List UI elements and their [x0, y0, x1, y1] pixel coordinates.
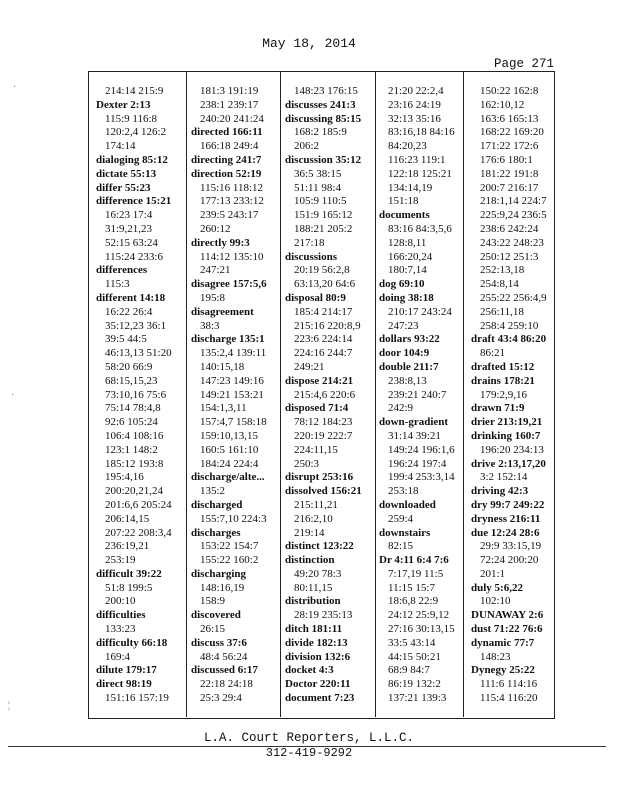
index-citation: 82:15 [388, 540, 414, 553]
index-term: dryness 216:11 [471, 512, 541, 525]
index-term: disposed 71:4 [285, 402, 349, 415]
index-citation: 24:12 25:9,12 [388, 609, 450, 622]
index-citation: 133:23 [105, 623, 136, 636]
index-citation: 210:17 243:24 [388, 305, 452, 318]
index-term: drains 178:21 [471, 374, 535, 387]
index-citation: 177:13 233:12 [200, 195, 264, 208]
index-citation: 250:3 [294, 457, 320, 470]
index-term: different 14:18 [96, 291, 166, 304]
index-term: difficult 39:22 [96, 567, 162, 580]
index-term: dynamic 77:7 [471, 636, 535, 649]
index-citation: 238:8,13 [388, 374, 427, 387]
index-citation: 58:20 66:9 [105, 360, 153, 373]
index-citation: 155:7,10 224:3 [200, 512, 267, 525]
index-citation: 111:6 114:16 [480, 678, 538, 691]
index-citation: 215:11,21 [294, 498, 338, 511]
index-citation: 51:11 98:4 [294, 181, 341, 194]
index-term: divide 182:13 [285, 636, 348, 649]
index-citation: 115:9 116:8 [105, 112, 158, 125]
index-citation: 195:8 [200, 291, 226, 304]
index-term: DUNAWAY 2:6 [471, 609, 544, 622]
index-citation: 160:5 161:10 [200, 443, 259, 456]
index-citation: 29:9 33:15,19 [480, 540, 542, 553]
index-term: drafted 15:12 [471, 360, 535, 373]
column-divider [375, 72, 376, 717]
index-citation: 48:4 56:24 [200, 650, 248, 663]
index-citation: 224:16 244:7 [294, 347, 353, 360]
index-citation: 134:14,19 [388, 181, 433, 194]
index-citation: 243:22 248:23 [480, 236, 544, 249]
index-term: distribution [285, 595, 341, 608]
index-citation: 218:1,14 224:7 [480, 195, 547, 208]
index-citation: 159:10,13,15 [200, 429, 259, 442]
index-term: Doctor 220:11 [285, 678, 351, 691]
index-citation: 128:8,11 [388, 236, 427, 249]
index-term: downloaded [379, 498, 436, 511]
index-citation: 147:23 149:16 [200, 374, 264, 387]
index-column-3 [285, 85, 362, 710]
index-citation: 171:22 172:6 [480, 140, 539, 153]
index-citation: 33:5 43:14 [388, 636, 436, 649]
index-term: disposal 80:9 [285, 291, 346, 304]
index-citation: 46:13,13 51:20 [105, 347, 172, 360]
index-citation: 181:22 191:8 [480, 167, 539, 180]
index-citation: 39:5 44:5 [105, 333, 147, 346]
index-term: docket 4:3 [285, 664, 334, 677]
index-citation: 179:2,9,16 [480, 388, 528, 401]
index-citation: 201:1 [480, 567, 506, 580]
index-citation: 214:14 215:9 [105, 85, 164, 97]
index-term: documents [379, 209, 430, 222]
index-term: dictate 55:13 [96, 167, 157, 180]
index-term: distinct 123:22 [285, 540, 354, 553]
index-citation: 83:16,18 84:16 [388, 126, 455, 139]
index-citation: 106:4 108:16 [105, 429, 164, 442]
index-term: duly 5:6,22 [471, 581, 523, 594]
index-citation: 252:13,18 [480, 264, 525, 277]
index-citation: 181:3 191:19 [200, 85, 259, 97]
scan-speck: ¦ [8, 700, 11, 711]
index-citation: 201:6,6 205:24 [105, 498, 172, 511]
index-term: door 104:9 [379, 347, 430, 360]
index-term: division 132:6 [285, 650, 351, 663]
scan-speck: · [11, 390, 15, 401]
index-citation: 206:2 [294, 140, 320, 153]
index-term: dust 71:22 76:6 [471, 623, 543, 636]
index-citation: 206:14,15 [105, 512, 150, 525]
index-citation: 7:17,19 11:5 [388, 567, 444, 580]
index-citation: 3:2 152:14 [480, 471, 528, 484]
index-citation: 176:6 180:1 [480, 153, 533, 166]
index-citation: 120:2,4 126:2 [105, 126, 167, 139]
index-citation: 86:21 [480, 347, 506, 360]
index-term: Dr 4:11 6:4 7:6 [379, 554, 449, 567]
index-citation: 140:15,18 [200, 360, 245, 373]
index-citation: 200:20,21,24 [105, 485, 164, 498]
index-citation: 16:23 17:4 [105, 209, 153, 222]
scan-speck: · [13, 82, 17, 93]
index-term: doing 38:18 [379, 291, 434, 304]
index-term: direct 98:19 [96, 678, 152, 691]
index-term: directed 166:11 [191, 126, 263, 139]
index-citation: 223:6 224:14 [294, 333, 353, 346]
index-term: discusses 241:3 [285, 98, 356, 111]
index-citation: 25:3 29:4 [200, 692, 242, 705]
index-citation: 49:20 78:3 [294, 567, 342, 580]
index-citation: 22:18 24:18 [200, 678, 253, 691]
index-citation: 238:1 239:17 [200, 98, 259, 111]
index-term: dispose 214:21 [285, 374, 354, 387]
index-citation: 105:9 110:5 [294, 195, 347, 208]
index-term: Dexter 2:13 [96, 98, 151, 111]
index-citation: 240:20 241:24 [200, 112, 264, 125]
index-citation: 219:14 [294, 526, 325, 539]
index-citation: 92:6 105:24 [105, 416, 158, 429]
index-term: drier 213:19,21 [471, 416, 543, 429]
index-term: dollars 93:22 [379, 333, 440, 346]
index-term: direction 52:19 [191, 167, 262, 180]
index-citation: 196:24 197:4 [388, 457, 447, 470]
index-term: discussions [285, 250, 337, 263]
index-citation: 151:18 [388, 195, 419, 208]
index-citation: 225:9,24 236:5 [480, 209, 547, 222]
index-citation: 247:23 [388, 319, 419, 332]
index-citation: 154:1,3,11 [200, 402, 247, 415]
index-citation: 27:16 30:13,15 [388, 623, 455, 636]
index-citation: 188:21 205:2 [294, 222, 353, 235]
index-citation: 44:15 50:21 [388, 650, 441, 663]
index-citation: 166:20,24 [388, 250, 433, 263]
index-citation: 137:21 139:3 [388, 692, 447, 705]
index-term: dry 99:7 249:22 [471, 498, 545, 511]
index-citation: 180:7,14 [388, 264, 427, 277]
index-citation: 166:18 249:4 [200, 140, 259, 153]
index-citation: 217:18 [294, 236, 325, 249]
index-term: drinking 160:7 [471, 429, 541, 442]
index-citation: 256:11,18 [480, 305, 524, 318]
index-citation: 36:5 38:15 [294, 167, 342, 180]
index-citation: 31:14 39:21 [388, 429, 441, 442]
index-citation: 155:22 160:2 [200, 554, 259, 567]
index-citation: 123:1 148:2 [105, 443, 158, 456]
index-term: distinction [285, 554, 335, 567]
index-citation: 242:9 [388, 402, 414, 415]
index-citation: 254:8,14 [480, 278, 519, 291]
index-citation: 148:16,19 [200, 581, 245, 594]
index-term: drive 2:13,17,20 [471, 457, 546, 470]
index-citation: 200:10 [105, 595, 136, 608]
index-term: dissolved 156:21 [285, 485, 362, 498]
index-citation: 84:20,23 [388, 140, 427, 153]
index-citation: 220:19 222:7 [294, 429, 353, 442]
index-citation: 258:4 259:10 [480, 319, 539, 332]
index-citation: 196:20 234:13 [480, 443, 544, 456]
index-citation: 239:5 243:17 [200, 209, 259, 222]
index-citation: 168:2 185:9 [294, 126, 347, 139]
index-citation: 253:19 [105, 554, 136, 567]
index-citation: 16:22 26:4 [105, 305, 153, 318]
index-term: differ 55:23 [96, 181, 151, 194]
index-citation: 20:19 56:2,8 [294, 264, 350, 277]
index-citation: 68:9 84:7 [388, 664, 430, 677]
index-term: discussion 35:12 [285, 153, 362, 166]
index-citation: 73:10,16 75:6 [105, 388, 167, 401]
index-citation: 247:21 [200, 264, 231, 277]
index-citation: 158:9 [200, 595, 226, 608]
index-citation: 260:12 [200, 222, 231, 235]
index-citation: 63:13,20 64:6 [294, 278, 356, 291]
index-citation: 151:16 157:19 [105, 692, 169, 705]
index-term: discharge 135:1 [191, 333, 265, 346]
index-term: dog 69:10 [379, 278, 425, 291]
index-citation: 151:9 165:12 [294, 209, 353, 222]
index-term: differences [96, 264, 148, 277]
index-citation: 102:10 [480, 595, 511, 608]
index-citation: 215:4,6 220:6 [294, 388, 356, 401]
index-column-2 [191, 85, 267, 710]
index-column-4 [379, 85, 455, 710]
index-term: disrupt 253:16 [285, 471, 354, 484]
index-citation: 236:19,21 [105, 540, 150, 553]
index-citation: 114:12 135:10 [200, 250, 264, 263]
index-term: downstairs [379, 526, 431, 539]
index-column-5 [471, 85, 547, 710]
court-reporter-name: L.A. Court Reporters, L.L.C. [203, 731, 415, 745]
index-term: down-gradient [379, 416, 449, 429]
index-term: discussing 85:15 [285, 112, 362, 125]
index-citation: 149:21 153:21 [200, 388, 264, 401]
index-citation: 80:11,15 [294, 581, 333, 594]
index-citation: 72:24 200:20 [480, 554, 539, 567]
index-citation: 68:15,15,23 [105, 374, 158, 387]
index-citation: 23:16 24:19 [388, 98, 441, 111]
index-term: dialoging 85:12 [96, 153, 168, 166]
index-column-1 [96, 85, 172, 710]
index-citation: 28:19 235:13 [294, 609, 353, 622]
index-term: drawn 71:9 [471, 402, 525, 415]
index-term: dilute 179:17 [96, 664, 157, 677]
index-citation: 249:21 [294, 360, 325, 373]
index-citation: 75:14 78:4,8 [105, 402, 161, 415]
index-citation: 35:12,23 36:1 [105, 319, 167, 332]
column-divider [280, 72, 281, 717]
index-term: document 7:23 [285, 692, 355, 705]
index-citation: 78:12 184:23 [294, 416, 353, 429]
index-citation: 31:9,21,23 [105, 222, 153, 235]
index-citation: 195:4,16 [105, 471, 144, 484]
index-citation: 38:3 [200, 319, 220, 332]
index-citation: 116:23 119:1 [388, 153, 446, 166]
index-citation: 207:22 208:3,4 [105, 526, 172, 539]
index-term: directly 99:3 [191, 236, 250, 249]
deposition-date: May 18, 2014 [262, 36, 356, 51]
index-citation: 135:2,4 139:11 [200, 347, 267, 360]
index-citation: 115:16 118:12 [200, 181, 264, 194]
index-term: Dynegy 25:22 [471, 664, 535, 677]
index-citation: 238:6 242:24 [480, 222, 539, 235]
index-citation: 185:4 214:17 [294, 305, 353, 318]
column-divider [186, 72, 187, 717]
index-term: discharged [191, 498, 243, 511]
index-term: double 211:7 [379, 360, 439, 373]
index-term: discharge/alte... [191, 471, 265, 484]
index-citation: 148:23 176:15 [294, 85, 358, 97]
index-citation: 148:23 [480, 650, 511, 663]
index-citation: 157:4,7 158:18 [200, 416, 267, 429]
index-citation: 115:24 233:6 [105, 250, 163, 263]
index-citation: 18:6,8 22:9 [388, 595, 439, 608]
index-citation: 215:16 220:8,9 [294, 319, 361, 332]
index-citation: 253:18 [388, 485, 419, 498]
index-term: discuss 37:6 [191, 636, 247, 649]
index-term: driving 42:3 [471, 485, 529, 498]
index-term: discussed 6:17 [191, 664, 258, 677]
index-term: discharging [191, 567, 247, 580]
index-citation: 51:8 199:5 [105, 581, 153, 594]
index-citation: 250:12 251:3 [480, 250, 539, 263]
index-citation: 153:22 154:7 [200, 540, 259, 553]
column-divider [463, 72, 464, 717]
index-term: discovered [191, 609, 241, 622]
index-citation: 83:16 84:3,5,6 [388, 222, 452, 235]
index-term: ditch 181:11 [285, 623, 343, 636]
index-citation: 255:22 256:4,9 [480, 291, 547, 304]
index-term: difference 15:21 [96, 195, 172, 208]
index-citation: 259:4 [388, 512, 414, 525]
court-reporter-phone: 312-419-9292 [265, 746, 353, 760]
index-term: draft 43:4 86:20 [471, 333, 547, 346]
index-citation: 174:14 [105, 140, 136, 153]
index-citation: 169:4 [105, 650, 131, 663]
index-citation: 162:10,12 [480, 98, 525, 111]
index-citation: 122:18 125:21 [388, 167, 452, 180]
index-citation: 32:13 35:16 [388, 112, 441, 125]
index-citation: 168:22 169:20 [480, 126, 544, 139]
index-citation: 200:7 216:17 [480, 181, 539, 194]
index-term: disagreement [191, 305, 254, 318]
index-citation: 216:2,10 [294, 512, 333, 525]
index-citation: 11:15 15:7 [388, 581, 435, 594]
index-term: due 12:24 28:6 [471, 526, 540, 539]
page-number: Page 271 [494, 57, 555, 71]
index-term: disagree 157:5,6 [191, 278, 267, 291]
index-citation: 21:20 22:2,4 [388, 85, 444, 97]
index-citation: 52:15 63:24 [105, 236, 158, 249]
index-term: difficulties [96, 609, 146, 622]
index-citation: 149:24 196:1,6 [388, 443, 455, 456]
index-citation: 199:4 253:3,14 [388, 471, 455, 484]
index-citation: 185:12 193:8 [105, 457, 164, 470]
index-term: discharges [191, 526, 241, 539]
index-citation: 184:24 224:4 [200, 457, 259, 470]
index-term: directing 241:7 [191, 153, 262, 166]
index-term: difficulty 66:18 [96, 636, 168, 649]
index-citation: 26:15 [200, 623, 226, 636]
index-citation: 224:11,15 [294, 443, 338, 456]
index-citation: 135:2 [200, 485, 226, 498]
index-citation: 115:4 116:20 [480, 692, 538, 705]
index-citation: 86:19 132:2 [388, 678, 441, 691]
index-citation: 150:22 162:8 [480, 85, 539, 97]
index-citation: 239:21 240:7 [388, 388, 447, 401]
index-citation: 163:6 165:13 [480, 112, 539, 125]
index-citation: 115:3 [105, 278, 130, 291]
